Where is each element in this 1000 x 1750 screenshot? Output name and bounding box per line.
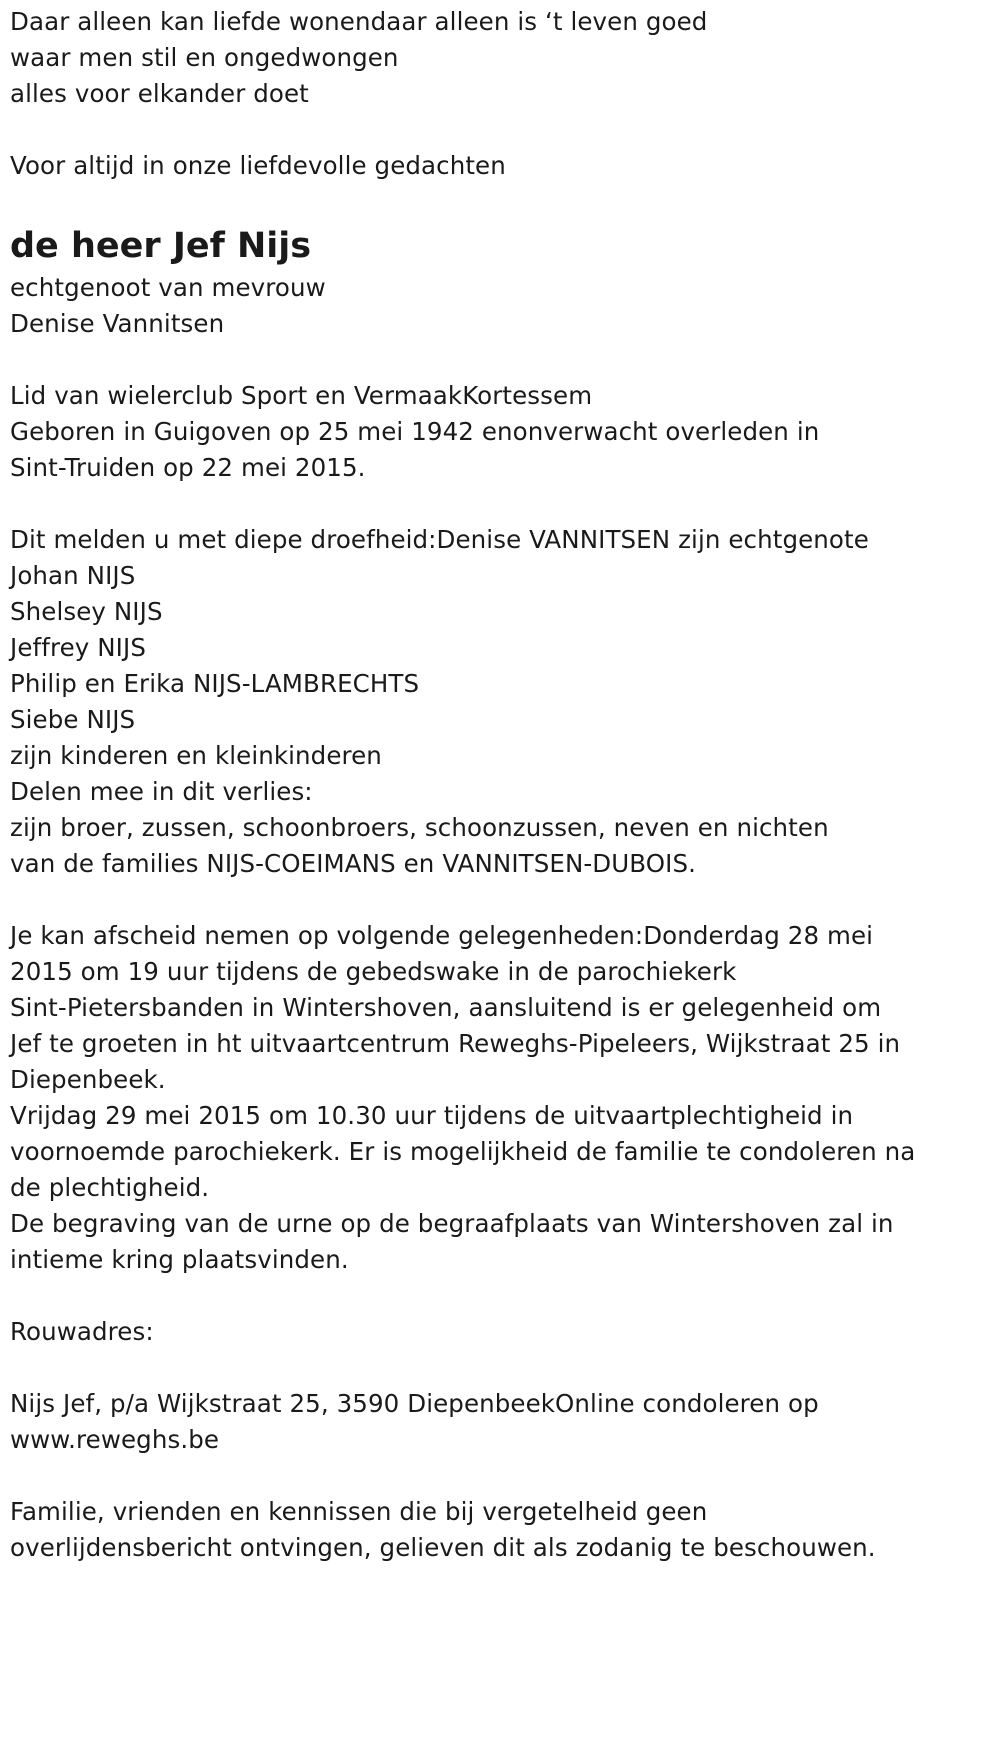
farewell-line: Je kan afscheid nemen op volgende gelegenheden:Donderdag 28 mei [10,921,874,950]
biography-line: Geboren in Guigoven op 25 mei 1942 enonverwacht overleden in [10,417,820,446]
farewell-line: intieme kring plaatsvinden. [10,1245,349,1274]
family-line: Shelsey NIJS [10,597,163,626]
family-line: zijn broer, zussen, schoonbroers, schoonzussen, neven en nichten [10,813,829,842]
biography-block [10,378,990,486]
farewell-line: voornoemde parochiekerk. Er is mogelijkheid de familie te condoleren na [10,1137,916,1166]
poem-line: alles voor elkander doet [10,79,309,108]
closing-line: Familie, vrienden en kennissen die bij vergetelheid geen [10,1497,708,1526]
biography-line: Sint-Truiden op 22 mei 2015. [10,453,366,482]
spouse-line: echtgenoot van mevrouw [10,273,326,302]
family-line: Jeffrey NIJS [10,633,146,662]
closing-line: overlijdensbericht ontvingen, gelieven dit als zodanig te beschouwen. [10,1533,876,1562]
farewell-line: Vrijdag 29 mei 2015 om 10.30 uur tijdens de uitvaartplechtigheid in [10,1101,854,1130]
mourning-address-line: Nijs Jef, p/a Wijkstraat 25, 3590 DiepenbeekOnline condoleren op [10,1389,819,1418]
spouse-line: Denise Vannitsen [10,309,225,338]
family-line: Philip en Erika NIJS-LAMBRECHTS [10,669,420,698]
poem-block [10,4,990,112]
poem-line: waar men stil en ongedwongen [10,43,399,72]
family-line: van de families NIJS-COEIMANS en VANNITSEN-DUBOIS. [10,849,697,878]
family-line: Delen mee in dit verlies: [10,777,313,806]
farewell-line: 2015 om 19 uur tijdens de gebedswake in de parochiekerk [10,957,737,986]
mourning-address-label: Rouwadres: [10,1317,154,1346]
farewell-line: Diepenbeek. [10,1065,166,1094]
farewell-line: Jef te groeten in ht uitvaartcentrum Reweghs-Pipeleers, Wijkstraat 25 in [10,1029,901,1058]
farewell-line: Sint-Pietersbanden in Wintershoven, aansluitend is er gelegenheid om [10,993,882,1022]
family-line: Siebe NIJS [10,705,136,734]
closing-block [10,1494,990,1566]
family-line: zijn kinderen en kleinkinderen [10,741,382,770]
mourning-address-block [10,1386,990,1458]
deceased-name: de heer Jef Nijs [10,226,312,266]
farewell-line: de plechtigheid. [10,1173,210,1202]
family-line: Dit melden u met diepe droefheid:Denise VANNITSEN zijn echtgenote [10,525,869,554]
poem-line: Daar alleen kan liefde wonendaar alleen is ‘t leven goed [10,7,708,36]
family-block [10,522,990,882]
farewell-line: De begraving van de urne op de begraafplaats van Wintershoven zal in [10,1209,894,1238]
farewell-block [10,918,990,1278]
mourning-address-line: www.reweghs.be [10,1425,220,1454]
memory-line: Voor altijd in onze liefdevolle gedachten [10,151,506,180]
biography-line: Lid van wielerclub Sport en VermaakKortessem [10,381,593,410]
spouse-block [10,270,990,342]
family-line: Johan NIJS [10,561,136,590]
